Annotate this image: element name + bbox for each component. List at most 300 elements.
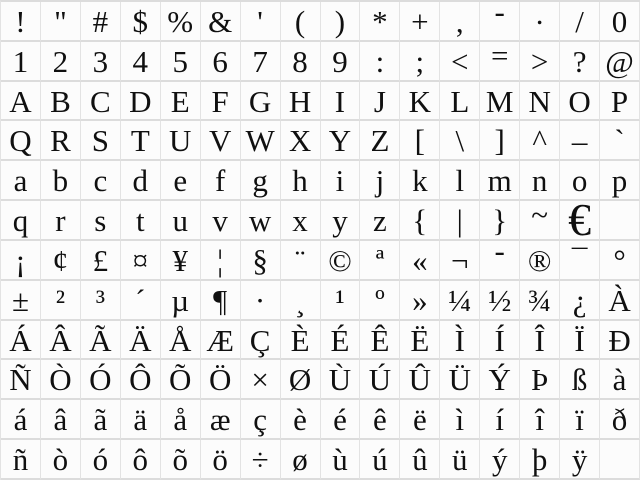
glyph: J (373, 83, 386, 119)
glyph-cell[interactable] (81, 400, 121, 440)
glyph-cell[interactable] (480, 121, 520, 161)
glyph: ÿ (571, 442, 588, 478)
glyph-cell[interactable] (201, 201, 241, 241)
glyph-cell[interactable] (201, 400, 241, 440)
glyph: ' (257, 3, 263, 39)
glyph: ë (412, 402, 427, 438)
glyph-cell[interactable] (400, 82, 440, 122)
glyph-cell[interactable] (360, 2, 400, 42)
glyph: ê (373, 402, 387, 438)
glyph-cell[interactable] (281, 161, 321, 201)
glyph: G (248, 83, 272, 119)
glyph: ý (491, 442, 508, 478)
glyph-cell[interactable] (41, 2, 81, 42)
glyph-cell[interactable] (161, 321, 201, 361)
glyph: } (492, 203, 508, 239)
glyph: - (494, 240, 505, 268)
glyph-cell[interactable] (440, 42, 480, 82)
glyph-cell[interactable] (121, 440, 161, 480)
glyph: M (485, 83, 514, 119)
glyph-cell[interactable] (400, 161, 440, 201)
glyph-cell[interactable] (520, 82, 560, 122)
glyph-cell[interactable] (560, 82, 600, 122)
glyph-cell[interactable] (281, 281, 321, 321)
glyph-cell[interactable] (360, 82, 400, 122)
glyph-cell[interactable] (41, 440, 81, 480)
glyph: p (611, 163, 628, 199)
glyph-cell[interactable] (121, 121, 161, 161)
glyph-cell[interactable] (81, 161, 121, 201)
glyph-cell[interactable] (241, 400, 281, 440)
glyph: ½ (488, 282, 512, 318)
glyph-cell[interactable] (321, 121, 361, 161)
glyph: î (535, 402, 544, 438)
glyph: ` (614, 123, 625, 159)
glyph-cell[interactable] (400, 2, 440, 42)
glyph-cell[interactable] (121, 82, 161, 122)
glyph-cell[interactable] (1, 440, 41, 480)
glyph-cell[interactable] (520, 440, 560, 480)
glyph: 1 (12, 43, 29, 79)
glyph: - (494, 2, 505, 29)
glyph: ¥ (172, 242, 188, 278)
glyph: I (334, 83, 346, 119)
glyph-cell[interactable] (1, 82, 41, 122)
glyph-cell[interactable] (241, 201, 281, 241)
glyph-cell[interactable] (321, 440, 361, 480)
glyph-cell[interactable] (360, 400, 400, 440)
glyph-cell[interactable] (161, 400, 201, 440)
glyph-cell[interactable] (440, 121, 480, 161)
empty-cell (600, 201, 640, 241)
glyph-cell[interactable] (1, 360, 41, 400)
glyph: 9 (332, 43, 348, 79)
glyph: À (608, 282, 631, 318)
glyph-cell[interactable] (121, 241, 161, 281)
glyph: o (571, 163, 588, 199)
glyph-cell[interactable] (161, 201, 201, 241)
glyph: ã (93, 402, 108, 438)
glyph-cell[interactable] (480, 440, 520, 480)
glyph-cell[interactable] (400, 241, 440, 281)
glyph: á (13, 402, 28, 438)
glyph-cell[interactable] (321, 241, 361, 281)
glyph-cell[interactable] (241, 82, 281, 122)
glyph-cell[interactable] (520, 201, 560, 241)
glyph: Ï (574, 322, 585, 358)
glyph-cell[interactable] (281, 360, 321, 400)
glyph-cell[interactable] (241, 121, 281, 161)
glyph-cell[interactable] (121, 42, 161, 82)
glyph: 3 (92, 43, 109, 79)
glyph-cell[interactable] (480, 82, 520, 122)
glyph: { (412, 203, 428, 239)
glyph: ¦ (217, 242, 224, 278)
glyph-cell[interactable] (161, 82, 201, 122)
glyph-cell[interactable] (440, 2, 480, 42)
glyph-cell[interactable] (321, 42, 361, 82)
glyph-cell[interactable] (1, 400, 41, 440)
glyph: S (91, 123, 109, 159)
glyph-cell[interactable] (400, 121, 440, 161)
glyph-cell[interactable] (480, 281, 520, 321)
glyph: ¢ (52, 242, 69, 278)
glyph-cell[interactable] (560, 161, 600, 201)
glyph: X (288, 123, 312, 159)
glyph: Í (494, 322, 505, 358)
glyph-cell[interactable] (560, 121, 600, 161)
glyph: ¨ (294, 242, 306, 278)
glyph-cell[interactable] (41, 161, 81, 201)
glyph-cell[interactable] (1, 161, 41, 201)
glyph-cell[interactable] (41, 400, 81, 440)
glyph: ç (253, 402, 267, 438)
glyph: C (90, 83, 111, 119)
glyph: Ë (410, 322, 430, 358)
glyph-cell[interactable] (600, 281, 640, 321)
glyph-cell[interactable] (520, 161, 560, 201)
glyph: Å (169, 322, 192, 358)
glyph-cell[interactable] (281, 2, 321, 42)
glyph-cell[interactable] (321, 82, 361, 122)
glyph: F (211, 83, 229, 119)
glyph-cell[interactable] (121, 321, 161, 361)
glyph-cell[interactable] (360, 161, 400, 201)
glyph-cell[interactable] (480, 400, 520, 440)
glyph: ® (527, 242, 552, 278)
glyph-cell[interactable] (440, 321, 480, 361)
glyph: 6 (212, 43, 228, 79)
glyph: r (55, 203, 66, 239)
glyph: Î (534, 322, 545, 358)
glyph: ? (572, 43, 587, 79)
glyph-cell[interactable] (400, 42, 440, 82)
glyph-cell[interactable] (201, 42, 241, 82)
glyph: ä (133, 402, 148, 438)
glyph-cell[interactable] (161, 161, 201, 201)
glyph: a (13, 163, 28, 199)
glyph-cell[interactable] (600, 82, 640, 122)
glyph: ï (575, 402, 584, 438)
glyph-cell[interactable] (161, 42, 201, 82)
glyph-cell[interactable] (480, 2, 520, 42)
glyph: | (456, 203, 463, 239)
glyph-cell[interactable] (360, 201, 400, 241)
glyph-cell[interactable] (121, 201, 161, 241)
glyph-cell[interactable] (480, 201, 520, 241)
glyph-cell[interactable] (201, 440, 241, 480)
glyph-cell[interactable] (241, 42, 281, 82)
glyph-cell[interactable] (440, 201, 480, 241)
glyph-cell[interactable] (360, 42, 400, 82)
glyph: þ (531, 442, 548, 478)
glyph-cell[interactable] (440, 161, 480, 201)
glyph-cell[interactable] (560, 281, 600, 321)
glyph-cell[interactable] (400, 440, 440, 480)
glyph: ô (132, 442, 149, 478)
glyph-cell[interactable] (41, 360, 81, 400)
glyph-cell[interactable] (1, 241, 41, 281)
glyph: 2 (52, 43, 69, 79)
glyph-cell[interactable] (281, 201, 321, 241)
glyph-cell[interactable] (41, 82, 81, 122)
glyph-cell[interactable] (560, 241, 600, 281)
glyph: ~ (531, 201, 549, 233)
glyph-cell[interactable] (241, 161, 281, 201)
glyph-cell[interactable] (600, 42, 640, 82)
glyph: E (170, 83, 190, 119)
glyph-cell[interactable] (520, 360, 560, 400)
glyph-cell[interactable] (321, 281, 361, 321)
glyph-cell[interactable] (321, 161, 361, 201)
glyph: W (245, 123, 275, 159)
glyph-cell[interactable] (560, 321, 600, 361)
glyph-cell[interactable] (81, 42, 121, 82)
glyph: h (292, 163, 308, 199)
glyph: µ (171, 282, 190, 318)
glyph-cell[interactable] (41, 241, 81, 281)
glyph-cell[interactable] (41, 281, 81, 321)
glyph-cell[interactable] (560, 400, 600, 440)
glyph: g (252, 163, 268, 199)
glyph-cell[interactable] (121, 360, 161, 400)
glyph-cell[interactable] (161, 2, 201, 42)
glyph-cell[interactable] (321, 321, 361, 361)
glyph: O (568, 83, 591, 119)
glyph: [ (414, 123, 425, 159)
glyph: Ù (328, 362, 352, 398)
glyph-cell[interactable] (520, 42, 560, 82)
glyph-cell[interactable] (480, 241, 520, 281)
glyph: u (172, 203, 188, 239)
glyph-cell[interactable] (600, 400, 640, 440)
glyph-cell[interactable] (360, 281, 400, 321)
glyph: s (94, 203, 107, 239)
glyph: x (292, 203, 308, 239)
glyph-cell[interactable] (81, 241, 121, 281)
glyph-cell[interactable] (201, 321, 241, 361)
glyph: c (93, 163, 108, 199)
glyph: y (332, 203, 348, 239)
glyph-cell[interactable] (241, 360, 281, 400)
glyph-cell[interactable] (201, 121, 241, 161)
glyph-cell[interactable] (400, 400, 440, 440)
glyph-cell[interactable] (81, 82, 121, 122)
glyph-cell[interactable] (360, 121, 400, 161)
glyph-cell[interactable] (480, 161, 520, 201)
glyph-cell[interactable] (161, 281, 201, 321)
glyph-cell[interactable] (201, 2, 241, 42)
glyph: ³ (95, 282, 105, 318)
glyph-cell[interactable] (161, 440, 201, 480)
glyph-cell[interactable] (560, 2, 600, 42)
glyph: « (412, 242, 428, 278)
glyph-cell[interactable] (440, 440, 480, 480)
glyph-cell[interactable] (600, 321, 640, 361)
glyph-cell[interactable] (440, 281, 480, 321)
glyph-cell[interactable] (440, 400, 480, 440)
glyph-cell[interactable] (121, 400, 161, 440)
glyph: í (495, 402, 505, 438)
glyph-cell[interactable] (201, 281, 241, 321)
glyph: ò (52, 442, 69, 478)
glyph-cell[interactable] (600, 121, 640, 161)
glyph: B (50, 83, 71, 119)
glyph-cell[interactable] (81, 2, 121, 42)
glyph-cell[interactable] (41, 42, 81, 82)
glyph-cell[interactable] (241, 2, 281, 42)
glyph-cell[interactable] (281, 400, 321, 440)
glyph-cell[interactable] (241, 440, 281, 480)
glyph: Ã (89, 322, 112, 358)
glyph-cell[interactable] (81, 321, 121, 361)
glyph-cell[interactable] (41, 201, 81, 241)
glyph: Ý (488, 362, 511, 398)
glyph: v (212, 203, 228, 239)
glyph-cell[interactable] (241, 321, 281, 361)
glyph: ø (292, 442, 308, 478)
glyph: É (330, 322, 350, 358)
glyph: V (208, 123, 232, 159)
glyph: ! (15, 3, 26, 39)
glyph: ß (571, 362, 588, 398)
glyph-cell[interactable] (81, 201, 121, 241)
glyph-cell[interactable] (241, 241, 281, 281)
glyph-cell[interactable] (600, 2, 640, 42)
glyph-cell[interactable] (321, 360, 361, 400)
glyph-cell[interactable] (121, 281, 161, 321)
glyph: n (531, 163, 548, 199)
glyph-cell[interactable] (321, 2, 361, 42)
glyph-cell[interactable] (480, 360, 520, 400)
glyph: d (132, 163, 149, 199)
glyph: ñ (12, 442, 29, 478)
glyph: P (610, 83, 629, 119)
glyph-cell[interactable] (1, 201, 41, 241)
glyph-cell[interactable] (440, 82, 480, 122)
glyph-cell[interactable] (560, 42, 600, 82)
glyph: 8 (292, 43, 308, 79)
glyph-cell[interactable] (440, 241, 480, 281)
glyph-cell[interactable] (520, 400, 560, 440)
glyph-cell[interactable] (281, 321, 321, 361)
glyph: + (411, 3, 429, 39)
glyph-cell[interactable] (161, 360, 201, 400)
glyph-cell[interactable] (121, 2, 161, 42)
glyph-cell[interactable] (201, 241, 241, 281)
glyph: t (135, 203, 145, 239)
glyph: N (528, 83, 551, 119)
glyph: ^ (532, 123, 547, 159)
glyph-cell[interactable] (81, 121, 121, 161)
glyph-cell[interactable] (1, 2, 41, 42)
glyph-cell[interactable] (520, 121, 560, 161)
glyph-cell[interactable] (281, 440, 321, 480)
glyph-cell[interactable] (161, 241, 201, 281)
glyph-cell[interactable] (121, 161, 161, 201)
glyph-cell[interactable] (400, 281, 440, 321)
glyph-cell[interactable] (360, 321, 400, 361)
glyph: õ (172, 442, 188, 478)
glyph-cell[interactable] (520, 241, 560, 281)
glyph-cell[interactable] (201, 360, 241, 400)
glyph-cell[interactable] (41, 121, 81, 161)
glyph: ¤ (132, 242, 149, 278)
glyph-cell[interactable] (560, 201, 600, 241)
glyph-cell[interactable] (360, 360, 400, 400)
glyph: Ê (370, 322, 390, 358)
glyph: 7 (252, 43, 268, 79)
glyph: Þ (531, 362, 549, 398)
glyph-cell[interactable] (1, 321, 41, 361)
glyph-cell[interactable] (281, 42, 321, 82)
glyph-cell[interactable] (440, 360, 480, 400)
glyph: ( (294, 3, 306, 39)
glyph-cell[interactable] (281, 121, 321, 161)
glyph: § (252, 242, 268, 278)
glyph: é (333, 402, 347, 438)
glyph: . (535, 2, 544, 31)
glyph-cell[interactable] (241, 281, 281, 321)
glyph-cell[interactable] (201, 161, 241, 201)
glyph: q (12, 203, 29, 239)
glyph-cell[interactable] (520, 321, 560, 361)
glyph-cell[interactable] (1, 121, 41, 161)
glyph-cell[interactable] (400, 360, 440, 400)
glyph-cell[interactable] (400, 321, 440, 361)
glyph: ) (334, 3, 346, 39)
glyph-cell[interactable] (281, 82, 321, 122)
glyph: Z (370, 123, 390, 159)
glyph-cell[interactable] (81, 360, 121, 400)
glyph-cell[interactable] (81, 440, 121, 480)
glyph-cell[interactable] (321, 201, 361, 241)
glyph-cell[interactable] (600, 161, 640, 201)
glyph-cell[interactable] (360, 440, 400, 480)
glyph: H (288, 83, 312, 119)
glyph-cell[interactable] (600, 360, 640, 400)
glyph: ª (375, 242, 385, 278)
glyph: ð (611, 402, 628, 438)
glyph-cell[interactable] (201, 82, 241, 122)
glyph: b (52, 163, 69, 199)
glyph-cell[interactable] (560, 360, 600, 400)
glyph-cell[interactable] (161, 121, 201, 161)
glyph-cell[interactable] (400, 201, 440, 241)
glyph-cell[interactable] (281, 241, 321, 281)
glyph-cell[interactable] (360, 241, 400, 281)
glyph: / (575, 3, 584, 39)
glyph: â (53, 402, 68, 438)
glyph-cell[interactable] (321, 400, 361, 440)
glyph-cell[interactable] (480, 321, 520, 361)
glyph: < (451, 43, 469, 79)
glyph: ] (494, 123, 505, 159)
glyph-cell[interactable] (1, 42, 41, 82)
glyph-cell[interactable] (480, 42, 520, 82)
glyph: Ø (288, 362, 312, 398)
glyph: ; (415, 43, 425, 79)
glyph-cell[interactable] (560, 440, 600, 480)
glyph-cell[interactable] (81, 281, 121, 321)
glyph-cell[interactable] (600, 241, 640, 281)
glyph-cell[interactable] (520, 2, 560, 42)
glyph: Â (49, 322, 72, 358)
glyph-cell[interactable] (41, 321, 81, 361)
glyph-cell[interactable] (1, 281, 41, 321)
glyph-cell[interactable] (520, 281, 560, 321)
glyph: l (455, 163, 465, 199)
